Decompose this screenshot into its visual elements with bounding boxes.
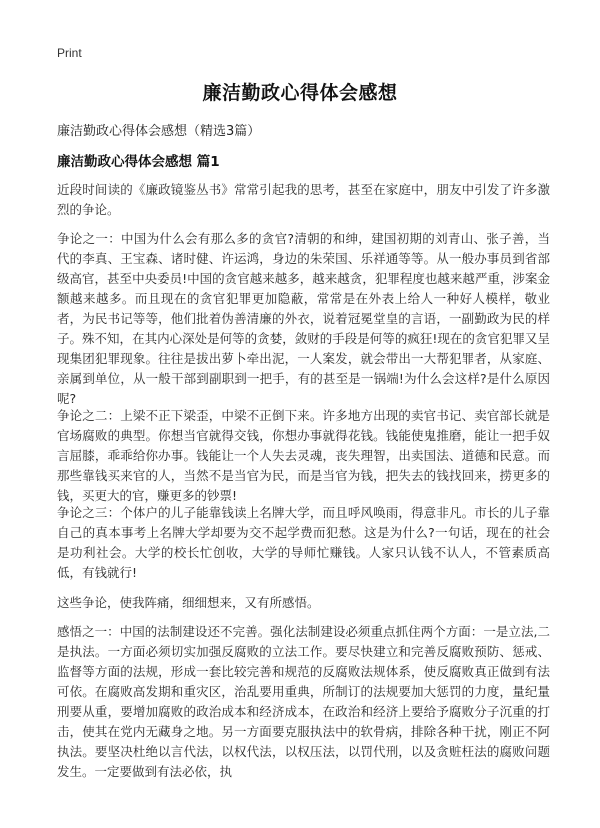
paragraph-debate-2: 争论之二：上梁不正下梁歪，中梁不正倒下来。许多地方出现的卖官书记、卖官部长就是官场腐败的典型。你想当官就得交钱，你想办事就得花钱。钱能使鬼推磨，能让一把手奴言屈膝，乖乖给你办事。钱能让一个人失去灵魂，丧失理智，出卖国法、道德和民意。而那些靠钱买来官的人，当然不是当官为民，而是当官为钱，把失去的钱找回来，捞更多的钱，买更大的官，赚更多的钞票!	[57, 408, 550, 503]
paragraph-intro: 近段时间读的《廉政镜鉴丛书》常常引起我的思考，甚至在家庭中，朋友中引发了许多激烈的争论。	[57, 182, 550, 217]
paragraph-reflection: 这些争论，使我阵痛，细细想来，又有所感悟。	[57, 595, 320, 610]
print-link[interactable]: Print	[57, 46, 82, 60]
paragraph-debate-3: 争论之三：个体户的儿子能靠钱读上名牌大学，而且呼风唤雨，得意非凡。市长的儿子靠自己的真本事考上名牌大学却要为交不起学费而犯愁。这是为什么?一句话，现在的社会是功利社会。大学的校长忙创收，大学的导师忙赚钱。人家只认钱不认人，不管素质高低，有钱就行!	[57, 505, 550, 580]
section-heading: 廉洁勤政心得体会感想 篇1	[57, 154, 220, 170]
document-subtitle: 廉洁勤政心得体会感想（精选3篇）	[57, 124, 261, 139]
paragraph-debate-1: 争论之一：中国为什么会有那么多的贪官?清朝的和绅，建国初期的刘青山、张子善，当代的李真、王宝森、诸时健、许运鸿，身边的朱荣国、乐祥通等等。从一般办事员到省部级高官，甚至中央委员!中国的贪官越来越多，越来越贪，犯罪程度也越来越严重，涉案金额越来越多。而且现在的贪官犯罪更加隐蔽，常常是在外表上给人一种好人模样，敬业者，为民书记等等，他们批着伪善清廉的外衣，说着冠冕堂皇的言语，一副勤政为民的样子。殊不知，在其内心深处是何等的贪婪，敛财的手段是何等的疯狂!现在的贪官犯罪又呈现集团犯罪现象。往往是拔出萝卜牵出泥，一人案发，就会带出一大帮犯罪者，从家庭、亲属到单位，从一般干部到副职到一把手，有的甚至是一锅端!为什么会这样?是什么原因呢?	[57, 231, 550, 406]
document-title: 廉洁勤政心得体会感想	[202, 82, 398, 104]
paragraph-insight-1: 感悟之一：中国的法制建设还不完善。强化法制建设必须重点抓住两个方面：一是立法,二是执法。一方面必须切实加强反腐败的立法工作。要尽快建立和完善反腐败预防、惩戒、监督等方面的法规，形成一套比较完善和规范的反腐败法规体系，使反腐败真正做到有法可依。在腐败高发期和重灾区，治乱要用重典，所制订的法规要加大惩罚的力度，量纪量刑要从重，要增加腐败的政治成本和经济成本，在政治和经济上要给予腐败分子沉重的打击，使其在党内无藏身之地。另一方面要克服执法中的软骨病，排除各种干扰，刚正不阿执法。要坚决杜绝以言代法，以权代法，以权压法，以罚代刑，以及贪赃枉法的腐败问题发生。一定要做到有法必依，执	[57, 624, 550, 779]
